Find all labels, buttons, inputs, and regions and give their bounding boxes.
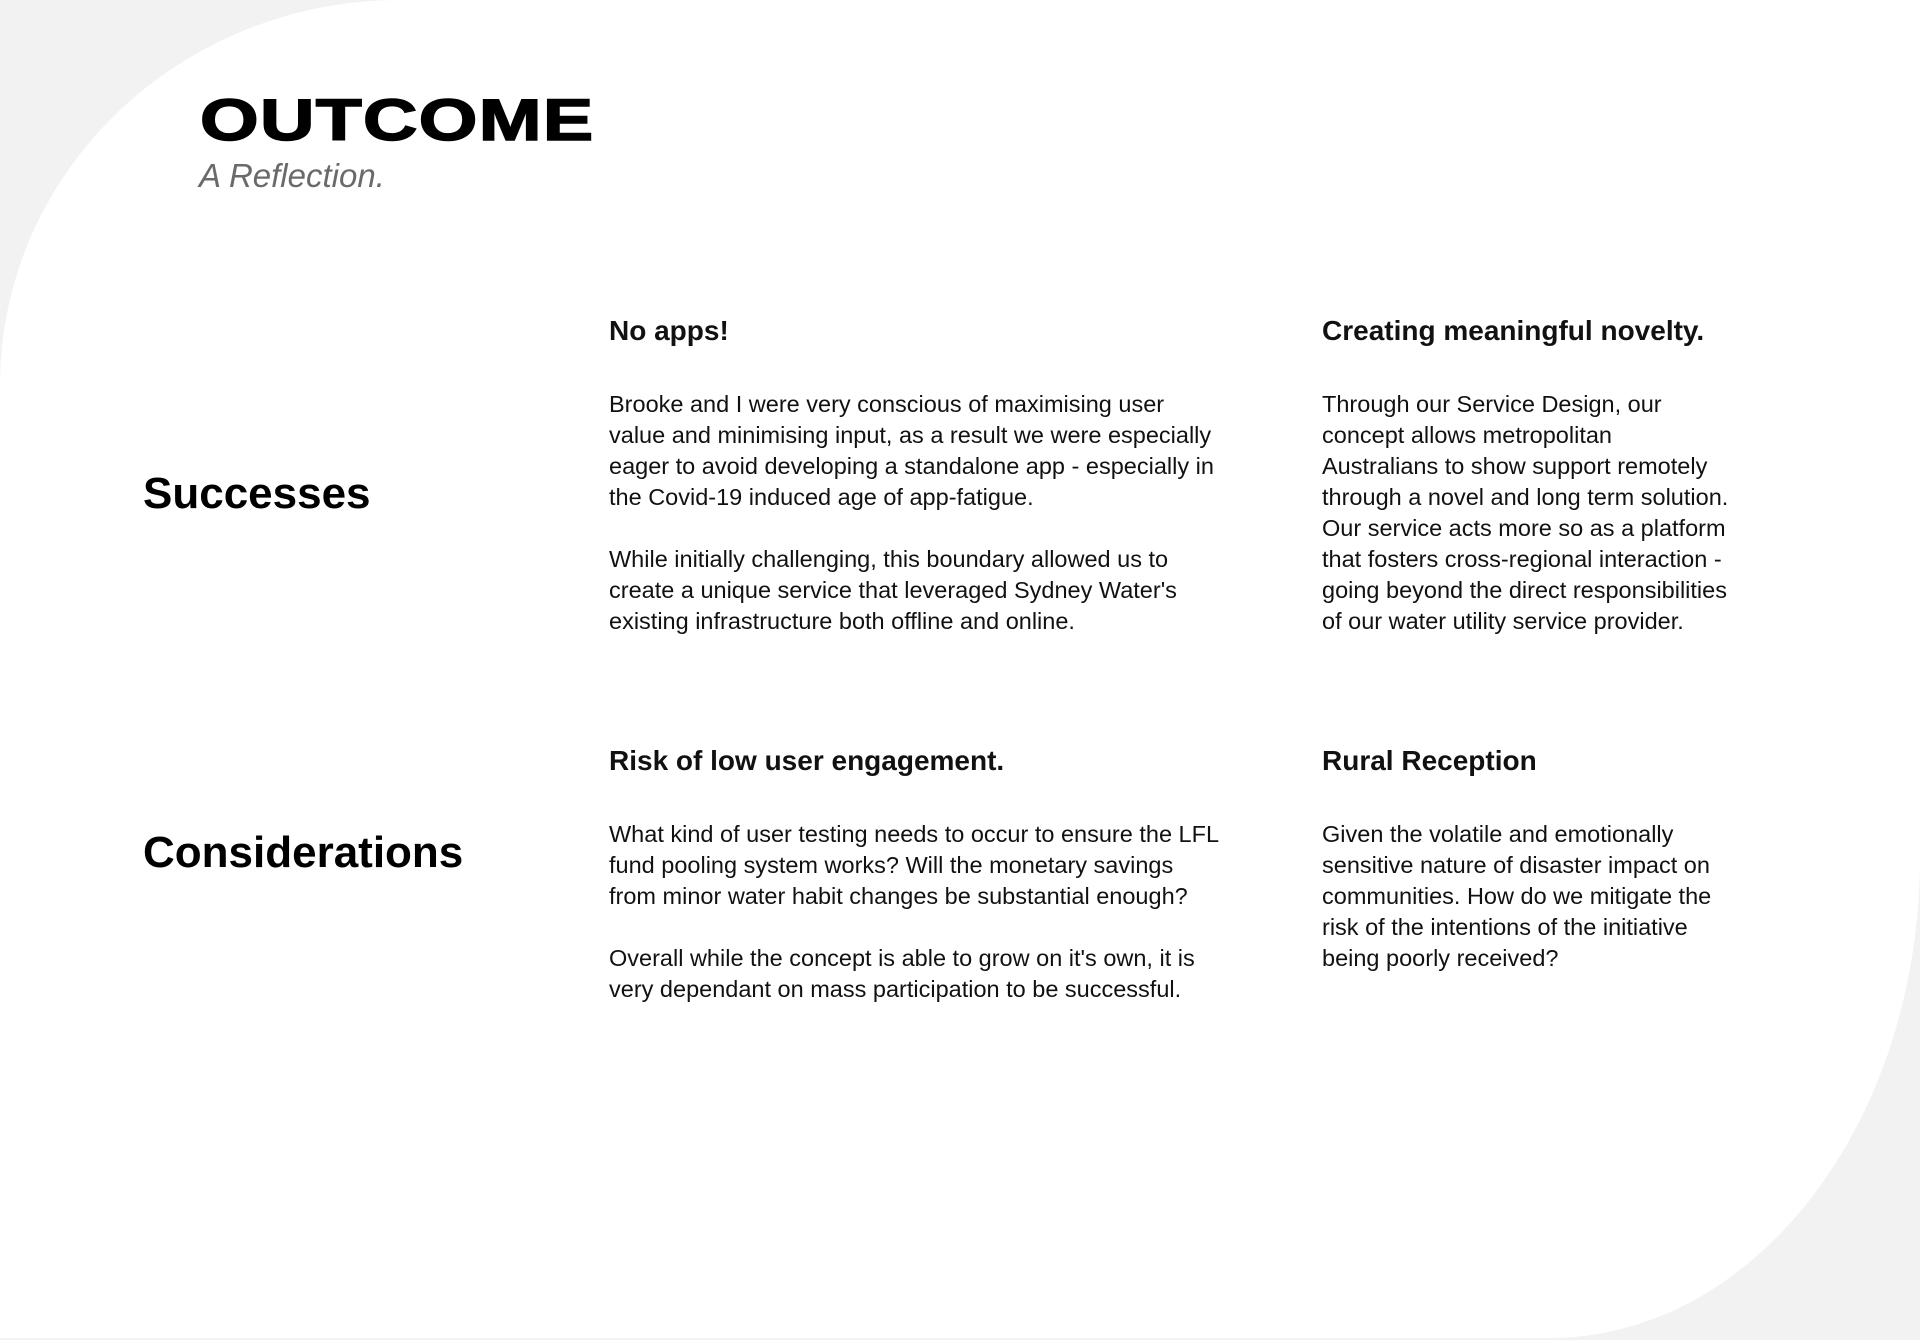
text-line: Our service acts more so as a platform [1322, 515, 1726, 541]
text-line: Australians to show support remotely [1322, 453, 1708, 479]
text-line: Brooke and I were very conscious of maximising user [609, 391, 1165, 417]
page-subtitle: A Reflection. [199, 157, 385, 194]
text-line: eager to avoid developing a standalone app - especially in [609, 453, 1214, 479]
text-line: that fosters cross-regional interaction - [1322, 546, 1722, 572]
text-line: communities. How do we mitigate the [1322, 883, 1712, 909]
text-line: from minor water habit changes be substantial enough? [609, 883, 1188, 909]
paragraph [609, 943, 1219, 1005]
text-line: Overall while the concept is able to grow on it's own, it is [609, 945, 1195, 971]
page-title: OUTCOME [200, 88, 595, 153]
text-line: create a unique service that leveraged Sydney Water's [609, 577, 1177, 603]
text-line: very dependant on mass participation to be successful. [609, 976, 1182, 1002]
text-line: existing infrastructure both offline and online. [609, 608, 1075, 634]
text-line: sensitive nature of disaster impact on [1322, 852, 1710, 878]
card-body [1322, 389, 1728, 637]
text-line: While initially challenging, this boundary allowed us to [609, 546, 1169, 572]
text-line: the Covid-19 induced age of app-fatigue. [609, 484, 1034, 510]
paragraph [1322, 389, 1728, 637]
text-line: risk of the intentions of the initiative [1322, 914, 1688, 940]
card-heading: No apps! [609, 315, 729, 346]
card-low-engagement [609, 747, 1219, 1036]
section-label-successes: Successes [143, 469, 371, 518]
card-body [609, 389, 1214, 637]
text-line: Through our Service Design, our [1322, 391, 1662, 417]
text-line: What kind of user testing needs to occur to ensure the LFL [609, 821, 1220, 847]
paragraph [609, 389, 1214, 513]
text-line: value and minimising input, as a result we were especially [609, 422, 1212, 448]
paragraph [1322, 819, 1711, 974]
text-line: Given the volatile and emotionally [1322, 821, 1674, 847]
section-label-considerations: Considerations [143, 828, 464, 877]
card-heading: Creating meaningful novelty. [1322, 315, 1705, 346]
text-line: fund pooling system works? Will the monetary savings [609, 852, 1174, 878]
card-body [609, 819, 1219, 1005]
card-heading: Risk of low user engagement. [609, 745, 1005, 776]
text-line: concept allows metropolitan [1322, 422, 1612, 448]
card-body [1322, 819, 1711, 974]
text-line: through a novel and long term solution. [1322, 484, 1729, 510]
card-meaningful-novelty [1322, 317, 1728, 668]
card-rural-reception [1322, 747, 1711, 1005]
paragraph [609, 819, 1219, 912]
paragraph [609, 544, 1214, 637]
text-line: being poorly received? [1322, 945, 1559, 971]
card-no-apps [609, 317, 1214, 668]
text-line: of our water utility service provider. [1322, 608, 1684, 634]
text-line: going beyond the direct responsibilities [1322, 577, 1727, 603]
card-heading: Rural Reception [1322, 745, 1537, 776]
